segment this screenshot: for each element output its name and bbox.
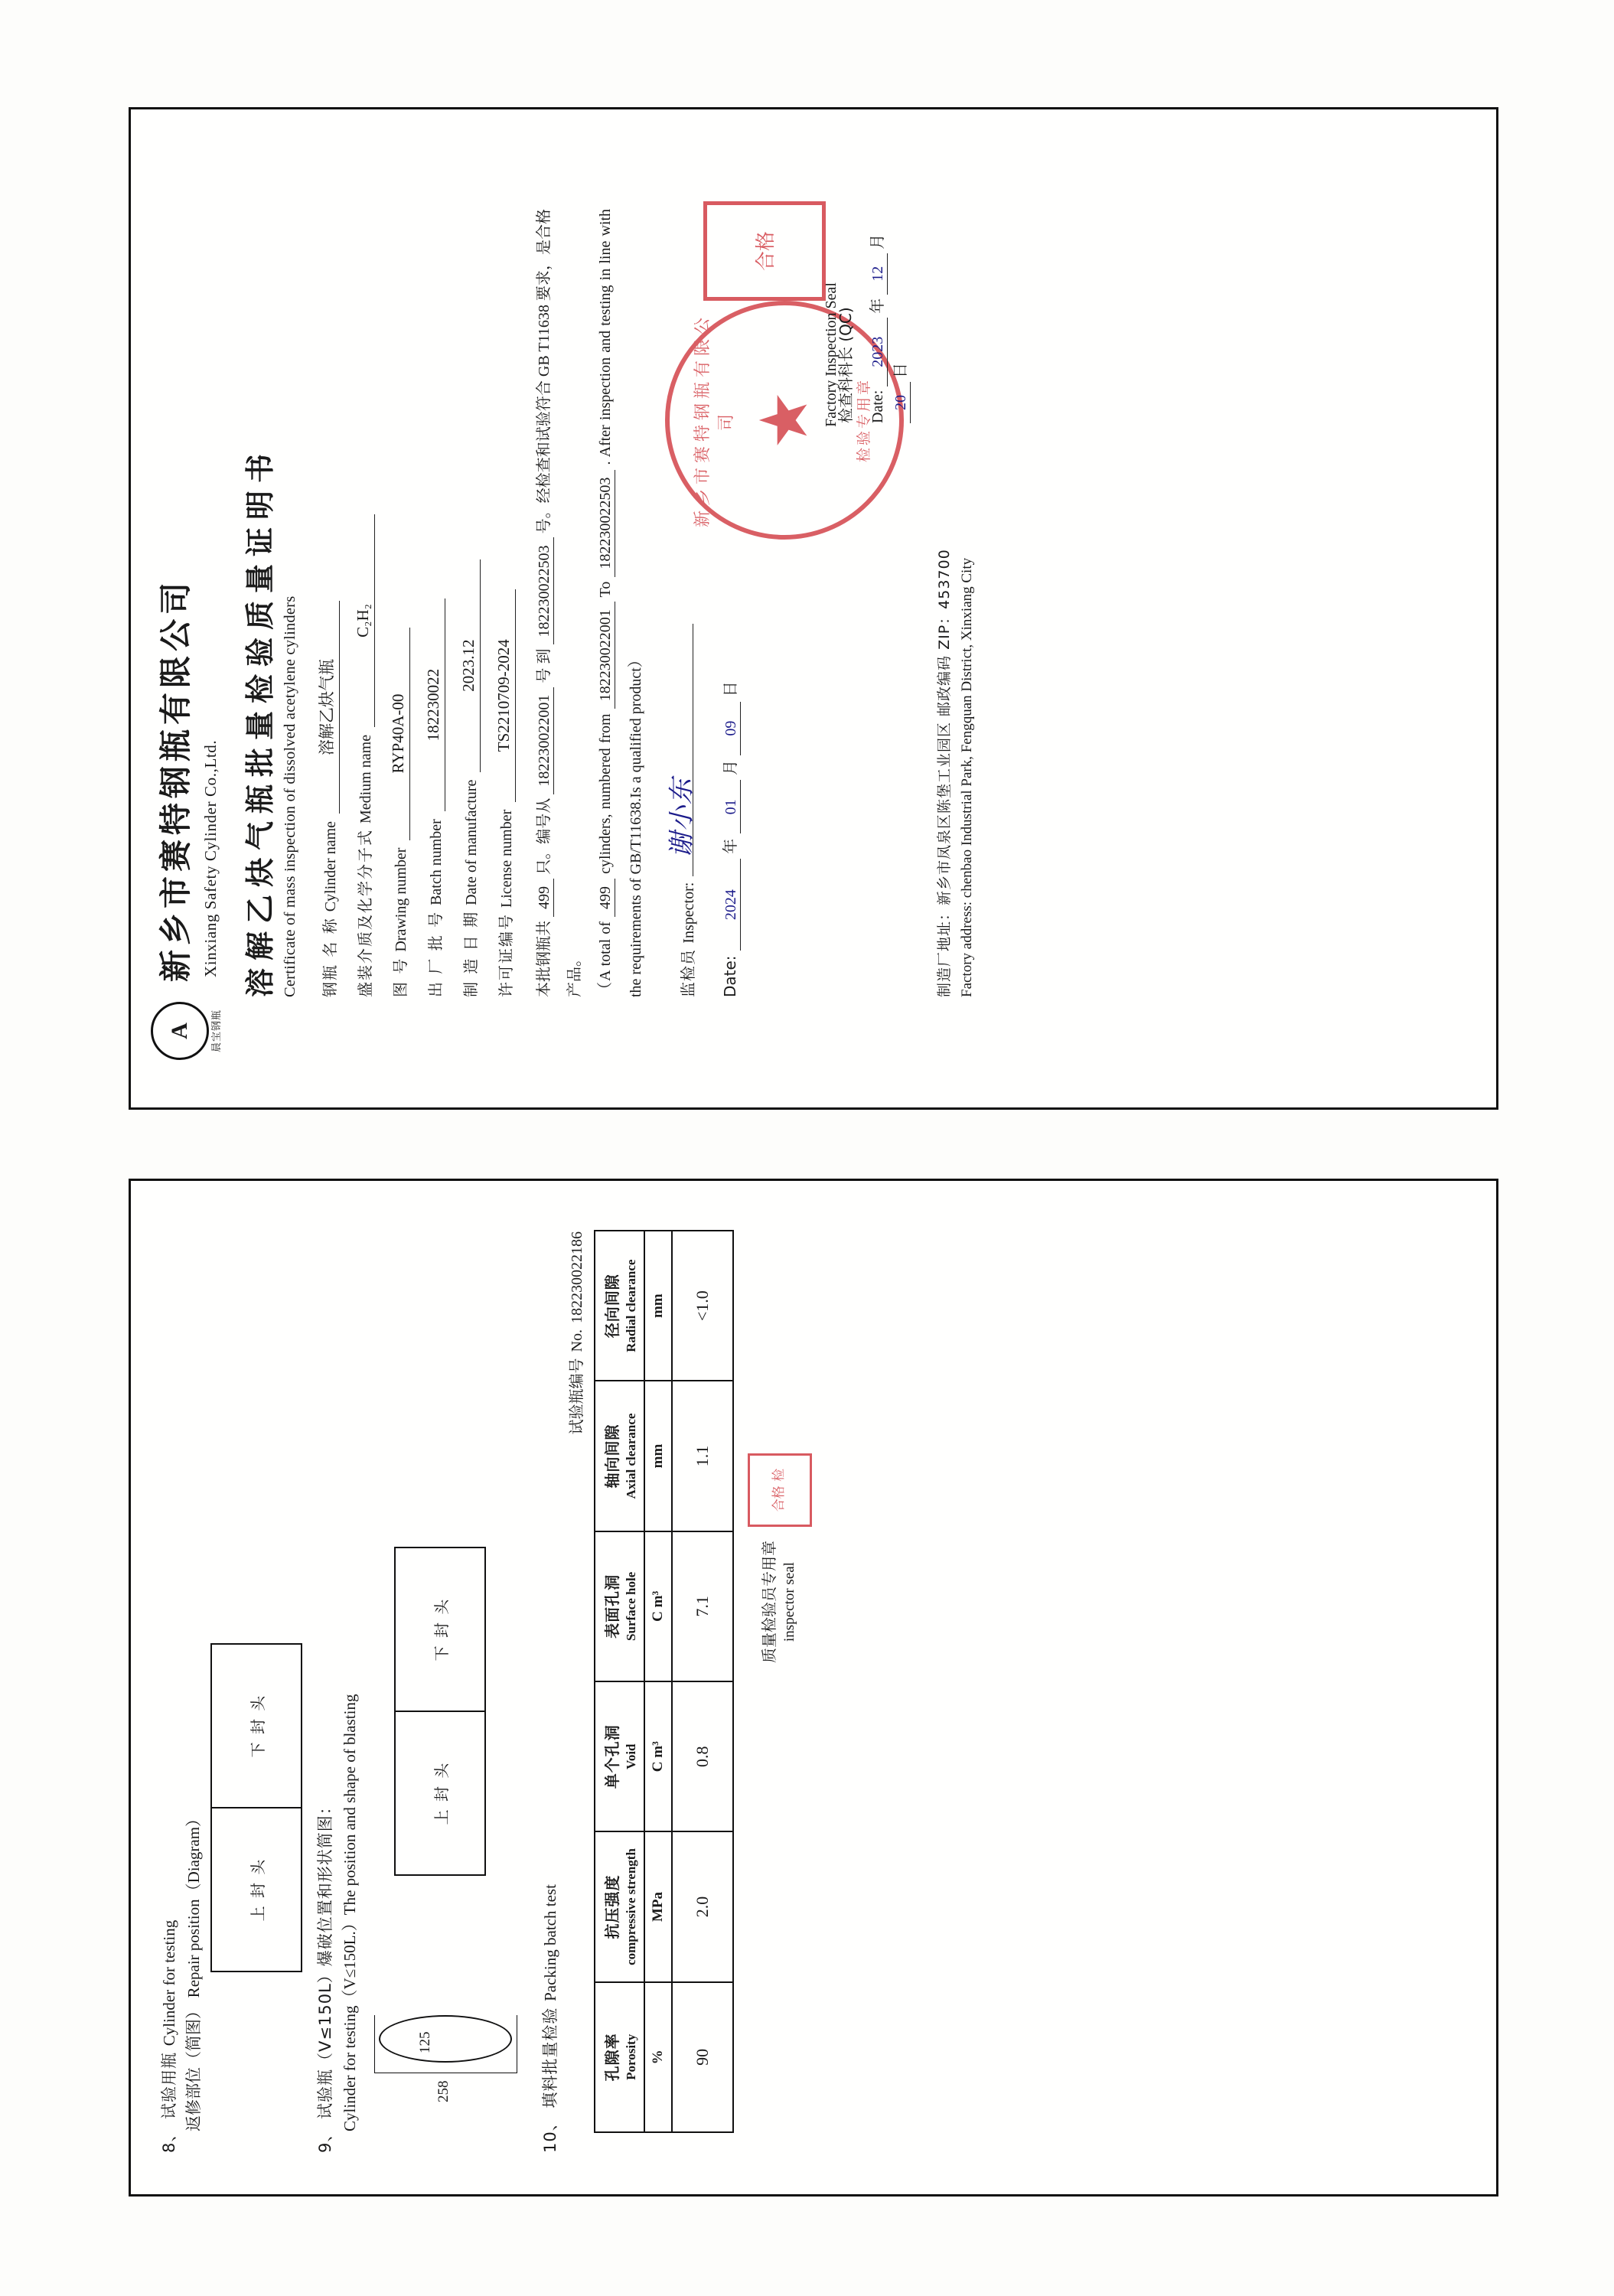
qc-date-month: 12: [869, 253, 888, 295]
section-10-title-cn: 填料批量检验: [541, 2007, 559, 2108]
inspector-seal-row: [748, 1212, 812, 1663]
certificate-panel: [129, 107, 1498, 1110]
field-label-cn: 钢瓶 名 称: [320, 917, 339, 997]
para-cn-d: 到: [535, 648, 553, 664]
qc-date-day: 20: [892, 382, 911, 423]
certificate-content: [131, 109, 1493, 1097]
section-10: [538, 1212, 812, 2153]
value-surface-hole: 7.1: [672, 1531, 733, 1681]
test-bottle-number: [564, 1231, 586, 2153]
col-porosity-en: Porosity: [624, 2033, 638, 2080]
section-9-head-box: [394, 1547, 486, 1876]
qualified-stamp: 合格: [703, 201, 826, 301]
field-row: [353, 135, 375, 997]
col-surface-hole-cn: 表面孔洞: [603, 1574, 621, 1639]
para-cn-e: 号。经检查和试验符合 GB T11638 要求，是合格产品。: [535, 208, 583, 997]
section-10-number: 10、: [541, 2114, 559, 2153]
section-8-subtitle: [181, 1212, 204, 2131]
col-axial-clearance: [595, 1381, 644, 1531]
inspector-signature: 谢小东: [667, 778, 696, 859]
para-cn-a: 本批钢瓶共: [535, 920, 553, 997]
section-10-title-en: Packing batch test: [541, 1884, 559, 2001]
section-8-subtitle-cn: 返修部位（简图）: [184, 2003, 203, 2131]
certificate-fields: [315, 135, 516, 997]
dim-long-label: 258: [435, 2080, 452, 2102]
table-row: [672, 1231, 733, 2132]
para-en-quantity: 499: [597, 879, 615, 917]
company-logo: [151, 996, 223, 1066]
upper-head-cell: 上 封 头: [248, 1857, 267, 1922]
para-cn-c: 号: [535, 667, 553, 683]
date-year-cn: 年: [720, 838, 739, 854]
lower-head-cell: 下 封 头: [212, 1645, 301, 1808]
section-9-body: [367, 1212, 527, 2133]
certificate-title-en: Certificate of mass inspection of dissolved acetylene cylinders: [281, 595, 298, 997]
inspector-seal-label: [758, 1541, 800, 1663]
para-en-serial-to: 182230022503: [597, 470, 615, 577]
section-10-title: [538, 1212, 561, 2153]
col-compressive-strength: [595, 1831, 644, 1981]
unit-axial: mm: [644, 1381, 672, 1531]
inspector-red-seal: 合格 检: [748, 1453, 812, 1527]
col-surface-hole: [595, 1531, 644, 1681]
cylinder-outline-shape: [379, 2015, 512, 2063]
section-9-title: [313, 1212, 336, 2153]
col-radial-en: Radial clearance: [624, 1259, 638, 1352]
date-month: 01: [722, 780, 741, 833]
qc-label-cn: 检查科科长: [836, 347, 855, 423]
dim-tick-top: [374, 2015, 375, 2073]
logo-mark-char: A: [167, 1022, 193, 1039]
field-value: 2023.12: [459, 559, 481, 772]
field-label-en: License number: [497, 809, 515, 908]
para-cn-b: 只。编号从: [535, 797, 553, 875]
col-porosity: [595, 1982, 644, 2132]
star-icon: ★: [747, 390, 821, 450]
field-row: [494, 135, 516, 997]
factory-address-en: Factory address: chenbao Industrial Park, Fengquan District, Xinxiang City: [959, 557, 976, 997]
section-9-title-en: Cylinder for testing（V≤150L.）The position and shape of blasting: [341, 1694, 359, 2131]
para-en-b: cylinders, numbered from: [596, 713, 614, 874]
qc-date-year-cn: 年: [869, 298, 886, 314]
certificate-title-cn: 溶解乙炔气瓶批量检验质量证明书: [243, 445, 277, 997]
dim-short-label: 125: [417, 2031, 433, 2053]
section-8-title: [157, 1212, 180, 2153]
unit-compressive: MPa: [644, 1831, 672, 1981]
packing-batch-table: [594, 1230, 734, 2133]
inspector-label-en: Inspector:: [680, 882, 697, 944]
section-8-number: 8、: [160, 2125, 178, 2153]
field-label-en: Cylinder name: [321, 820, 339, 912]
section-9-title-cn: 试验瓶（V≤150L）爆破位置和形状简图：: [316, 1798, 334, 2119]
inspector-line: [667, 624, 698, 997]
value-porosity: 90: [672, 1982, 733, 2132]
test-records-panel: [129, 1179, 1498, 2197]
field-label-en: Drawing number: [392, 847, 409, 952]
col-axial-en: Axial clearance: [624, 1413, 638, 1499]
seal-company-text: 新乡市赛特钢瓶有限公司: [693, 313, 736, 528]
field-label-en: Date of manufacture: [462, 779, 480, 905]
field-row: [458, 135, 481, 997]
logo-brand-label: 晨宝钢瓶: [211, 1009, 223, 1053]
section-8-head-box: [210, 1643, 302, 1972]
col-compressive-en: compressive strength: [624, 1848, 638, 1965]
date-year: 2024: [722, 859, 741, 951]
factory-address-cn: 制造厂地址：新乡市凤泉区陈堡工业园区 邮政编码 ZIP：453700: [935, 549, 953, 997]
field-label-cn: 制 造 日 期: [461, 910, 480, 997]
unit-radial: mm: [644, 1231, 672, 1381]
col-axial-cn: 轴向间隙: [603, 1424, 621, 1489]
section-9-number: 9、: [316, 2125, 334, 2153]
col-void-cn: 单个孔洞: [603, 1724, 621, 1789]
field-value: 溶解乙炔气瓶: [315, 601, 340, 814]
factory-seal-caption: Factory Inspection Seal: [822, 282, 840, 427]
section-8-subtitle-en: Repair position（Diagram）: [184, 1810, 203, 1998]
date-month-cn: 月: [720, 760, 739, 776]
field-value: 182230022: [424, 598, 445, 811]
col-void: [595, 1681, 644, 1831]
date-day-cn: 日: [720, 681, 739, 697]
qc-date-label: Date:: [869, 390, 886, 423]
factory-address-block: [933, 209, 980, 997]
upper-head-cell: 上 封 头: [432, 1761, 451, 1825]
section-9: [313, 1212, 527, 2153]
para-en-c: To: [596, 581, 614, 598]
field-value: RYP40A-00: [389, 628, 410, 840]
company-name-en: Xinxiang Safety Cylinder Co.,Ltd.: [201, 739, 220, 977]
section-8-title-en: Cylinder for testing: [160, 1919, 178, 2047]
value-compressive: 2.0: [672, 1831, 733, 1981]
field-row: [423, 135, 445, 997]
field-label-cn: 许可证编号: [496, 913, 515, 997]
date-label: Date:: [720, 955, 739, 997]
field-label-cn: 出 厂 批 号: [426, 910, 445, 997]
unit-surface-hole: C m³: [644, 1531, 672, 1681]
para-en-a: （A total of: [596, 921, 614, 997]
value-void: 0.8: [672, 1681, 733, 1831]
logo-icon: [151, 1002, 209, 1060]
table-header-row: [595, 1231, 644, 2132]
field-value: TS2210709-2024: [494, 589, 516, 802]
col-compressive-cn: 抗压强度: [603, 1874, 621, 1939]
field-value: C₂H₂: [354, 514, 375, 727]
para-en-serial-from: 182230022001: [597, 602, 615, 709]
col-void-en: Void: [624, 1743, 638, 1769]
field-row: [388, 135, 410, 997]
para-quantity: 499: [536, 879, 554, 917]
para-serial-from: 182230022001: [536, 687, 554, 794]
col-porosity-cn: 孔隙率: [603, 2033, 621, 2082]
para-en-d: . After inspection and testing in line with the requirements of GB/T11638.Is a qualified product）: [596, 208, 644, 997]
field-label-en: Medium name: [357, 734, 374, 823]
test-bottle-value: 182230022186: [569, 1231, 585, 1323]
signature-area: [667, 209, 925, 997]
date-day: 09: [722, 702, 741, 755]
section-9-subtitle: [337, 1212, 360, 2131]
field-label-en: Batch number: [427, 819, 445, 905]
qc-label-en: (QC): [836, 307, 855, 342]
field-row: [315, 135, 340, 997]
test-bottle-label-en: No.: [569, 1329, 585, 1352]
qualification-paragraph: [529, 209, 651, 997]
unit-porosity: %: [644, 1982, 672, 2132]
col-surface-hole-en: Surface hole: [624, 1571, 638, 1641]
inspector-signature-field[interactable]: [667, 624, 696, 876]
table-unit-row: [644, 1231, 672, 2132]
inspector-seal-label-en: inspector seal: [781, 1562, 798, 1642]
blasting-diagram: [367, 1903, 527, 2133]
para-serial-to: 182230022503: [536, 537, 554, 644]
lower-head-cell: 下 封 头: [396, 1548, 484, 1712]
qc-date-year: 2023: [869, 318, 888, 386]
col-radial-clearance: [595, 1231, 644, 1381]
qc-date-month-cn: 月: [869, 233, 886, 249]
qc-block: [833, 194, 911, 423]
field-label-cn: 盛装介质及化学分子式: [355, 829, 374, 997]
section-8: [157, 1212, 302, 2153]
value-radial: <1.0: [672, 1231, 733, 1381]
col-radial-cn: 径向间隙: [603, 1274, 621, 1339]
company-name-cn: 新乡市赛特钢瓶有限公司: [157, 577, 194, 982]
test-records-content: [131, 1181, 1493, 2183]
field-label-cn: 图 号: [390, 957, 409, 997]
unit-void: C m³: [644, 1681, 672, 1831]
inspector-seal-label-cn: 质量检验员专用章: [760, 1541, 779, 1663]
inspector-label-cn: 监检员: [678, 949, 697, 997]
seal-purpose-text: 检验专用章: [855, 378, 872, 463]
company-header: [151, 135, 223, 1066]
qc-date-day-cn: 日: [892, 363, 909, 378]
value-axial: 1.1: [672, 1381, 733, 1531]
test-bottle-label-cn: 试验瓶编号: [567, 1358, 585, 1435]
section-8-title-cn: 试验用瓶: [160, 2051, 178, 2119]
